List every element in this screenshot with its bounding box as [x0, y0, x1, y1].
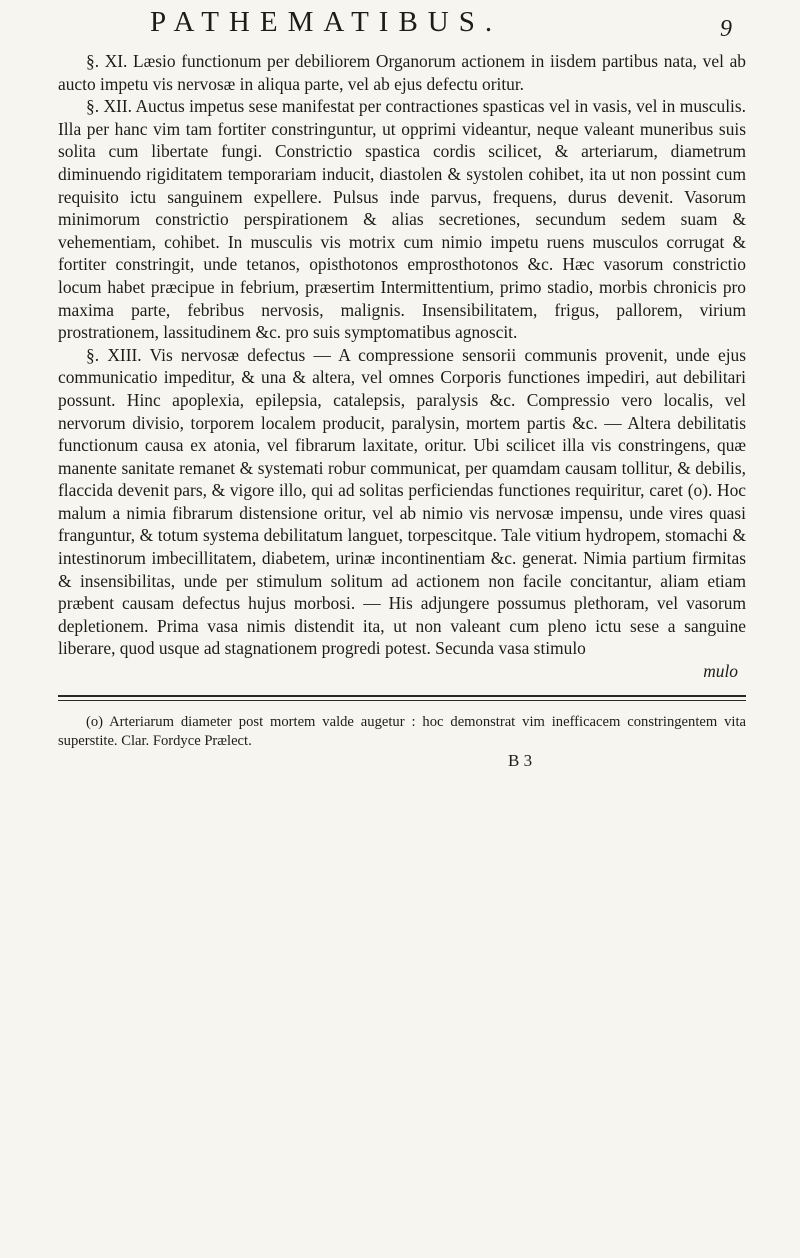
- page-header: [58, 4, 746, 48]
- paragraph-section-xiii: §. XIII. Vis nervosæ defectus — A compressione sensorii communis provenit, unde ejus communicatio impeditur, & una & altera, vel omnes Corporis functiones impediri, aut debilitari possunt. Hinc apoplexia, epilepsia, catalepsis, paralysis &c. Compressio vero localis, vel nervorum divisio, torporem localem producit, paralysin, mortem partis &c. — Altera debilitatis functionum causa ex atonia, vel fibrarum laxitate, oritur. Ubi scilicet illa vis constringens, quæ manente sanitate remanet & systemati robur communicat, per quamdam causam tollitur, & debilis, flaccida devenit pars, & vigore illo, qui ad solitas perficiendas functiones requiritur, caret (o). Hoc malum a nimia fibrarum distensione oritur, vel ab nimio vis nervosæ impensu, unde vires quasi franguntur, & totum systema debilitatum languet, torpescitque. Tale vitium hydropem, stomachi & intestinorum imbecillitatem, diabetem, urinæ incontinentiam &c. generat. Nimia partium firmitas & insensibilitas, unde per stimulum solitum ad actionem non facile concitantur, aliam etiam præbent causam defectus hujus morbosi. — His adjungere possumus plethoram, vel vasorum depletionem. Prima vasa nimis distendit ita, ut non valeant cum pleno ictu sese a sanguine liberare, quod usque ad stagnationem progredi potest. Secunda vasa stimulo: [58, 344, 746, 659]
- main-text: [58, 50, 746, 660]
- footnote-o: (o) Arteriarum diameter post mortem valde augetur : hoc demonstrat vim inefficacem constringentem vita superstite. Clar. Fordyce Prælect.: [58, 713, 746, 749]
- catchword: mulo: [703, 661, 738, 682]
- footnote-rule-thin: [58, 700, 746, 701]
- running-head: PATHEMATIBUS.: [150, 6, 503, 38]
- signature-mark: B 3: [508, 750, 533, 770]
- paragraph-section-xii: §. XII. Auctus impetus sese manifestat per contractiones spasticas vel in vasis, vel in musculis. Illa per hanc vim tam fortiter constringuntur, ut opprimi videantur, neque valeant muneribus suis solita cum libertate fungi. Constrictio spastica cordis scilicet, & arteriarum, diametrum diminuendo rigiditatem temporariam inducit, diastolen & systolen cohibet, ita ut non possint cum requisito ictu sanguinem expellere. Pulsus inde parvus, frequens, durus devenit. Vasorum minimorum constrictio perspirationem & alias secretiones, secundum sedem suam & vehementiam, cohibet. In musculis vis motrix cum nimio impetu ruens musculos corrugat & fortiter constringit, unde tetanos, opisthotonos emprosthotonos &c. Hæc vasorum constrictio locum habet præcipue in febrium, præsertim Intermittentium, primo stadio, morbis chronicis pro maxima parte, febribus nervosis, malignis. Insensibilitatem, frigus, pallorem, virium prostrationem, lassitudinem &c. pro suis symptomatibus agnoscit.: [58, 96, 746, 343]
- paragraph-section-xi: §. XI. Læsio functionum per debiliorem Organorum actionem in iisdem partibus nata, vel ab aucto impetu vis nervosæ in aliqua parte, vel ab ejus defectu oritur.: [58, 51, 746, 94]
- page-number: 9: [720, 16, 732, 42]
- footnote-rule: [58, 695, 746, 697]
